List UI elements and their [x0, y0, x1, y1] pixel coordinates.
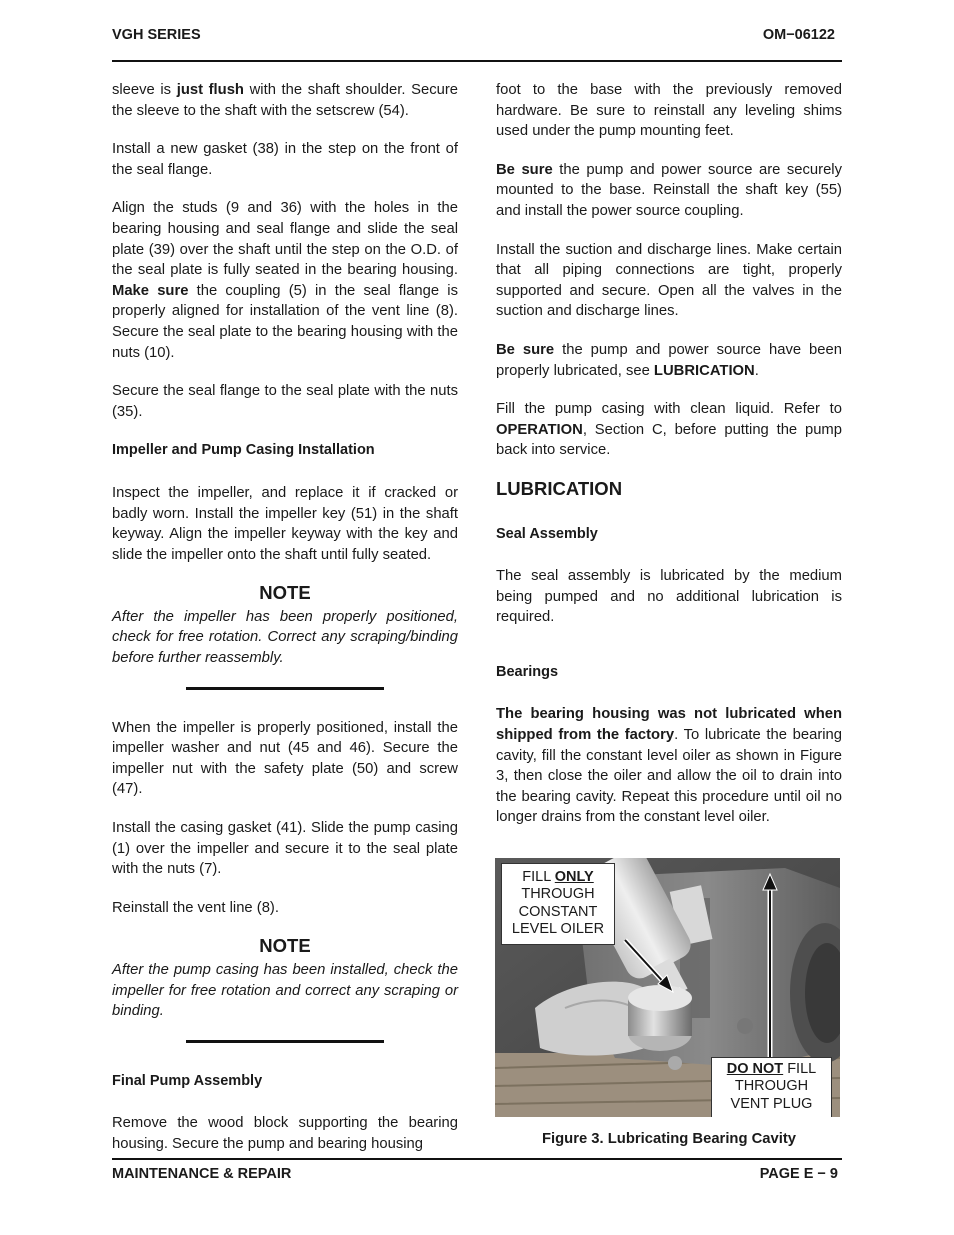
callout-vent-plug: DO NOT FILL THROUGH VENT PLUG	[711, 1057, 832, 1117]
paragraph-seal-lubrication: The seal assembly is lubricated by the medium being pumped and no additional lubrication is required.	[496, 568, 842, 626]
footer-rule	[112, 1158, 842, 1160]
left-column	[112, 80, 458, 1173]
running-footer-page-number: PAGE E − 9	[759, 1166, 838, 1182]
callout-fill-oiler: FILL ONLY THROUGH CONSTANT LEVEL OILER	[501, 863, 615, 945]
paragraph-lubricated: Be sure the pump and power source have been properly lubricated, see LUBRICATION.	[496, 341, 842, 379]
figure-caption: Figure 3. Lubricating Bearing Cavity	[541, 1131, 797, 1147]
paragraph-fill-casing: Fill the pump casing with clean liquid. Refer to OPERATION, Section C, before putting the pump back into service.	[496, 401, 842, 459]
paragraph-seal-flange: Secure the seal flange to the seal plate with the nuts (35).	[112, 383, 458, 420]
right-column	[496, 80, 842, 846]
paragraph-inspect-impeller: Inspect the impeller, and replace it if cracked or badly worn. Install the impeller key (51) in the shaft keyway. Align the impeller keyway with the key and slide the impeller onto the shaft until fully seated.	[112, 484, 458, 563]
paragraph-casing-gasket: Install the casing gasket (41). Slide the pump casing (1) over the impeller and secure it to the seal plate with the nuts (7).	[112, 820, 458, 878]
subheading-impeller-installation: Impeller and Pump Casing Installation	[112, 442, 375, 459]
subheading-seal-assembly: Seal Assembly	[496, 525, 598, 542]
section-heading-lubrication: LUBRICATION	[496, 477, 623, 499]
note-title: NOTE	[259, 582, 311, 604]
running-header-series: VGH SERIES	[112, 27, 201, 43]
paragraph-foot-to-base: foot to the base with the previously removed hardware. Be sure to reinstall any leveling shims used under the pump mounting feet.	[496, 82, 842, 140]
figure-photo-lubricating-bearing	[495, 858, 840, 1117]
subheading-final-assembly: Final Pump Assembly	[112, 1072, 263, 1089]
paragraph-sleeve: sleeve is just flush with the shaft shoulder. Secure the sleeve to the shaft with the setscrew (54).	[112, 82, 458, 119]
paragraph-suction-discharge: Install the suction and discharge lines. Make certain that all piping connections are tight, properly supported and secure. Open all the valves in the suction and discharge lines.	[496, 241, 842, 320]
note-title: NOTE	[259, 935, 311, 957]
paragraph-gasket: Install a new gasket (38) in the step on the front of the seal flange.	[112, 141, 458, 178]
paragraph-mounted: Be sure the pump and power source are securely mounted to the base. Reinstall the shaft key (55) and install the power source coupling.	[496, 161, 842, 219]
note-body-casing: After the pump casing has been installed, check the impeller for free rotation and correct any scraping or binding.	[112, 962, 458, 1020]
running-footer-section: MAINTENANCE & REPAIR	[112, 1166, 292, 1182]
header-rule	[112, 60, 842, 62]
paragraph-bearing-housing: The bearing housing was not lubricated when shipped from the factory. To lubricate the bearing cavity, fill the constant level oiler as shown in Figure 3, then close the oiler and allow the oil to drain into the bearing cavity. Repeat this procedure until oil no longer drains from the constant level oiler.	[496, 706, 842, 826]
note-divider	[186, 1040, 384, 1043]
note-body-impeller: After the impeller has been properly positioned, check for free rotation. Correct any scraping/binding before further reassembly.	[112, 608, 458, 667]
subheading-bearings: Bearings	[496, 663, 559, 680]
note-divider	[186, 687, 384, 690]
running-header-doc-number: OM−06122	[762, 27, 835, 43]
paragraph-vent-line: Reinstall the vent line (8).	[112, 899, 279, 916]
paragraph-remove-wood-block: Remove the wood block supporting the bearing housing. Secure the pump and bearing housing	[112, 1115, 458, 1152]
paragraph-align-studs: Align the studs (9 and 36) with the holes in the bearing housing and seal flange and slide the seal plate (39) over the shaft until the step on the O.D. of the seal plate is fully seated in the bearing housing. Make sure the coupling (5) in the seal flange is properly aligned for installation of the vent line (8). Secure the seal plate to the bearing housing with the nuts (10).	[112, 200, 458, 361]
paragraph-impeller-washer: When the impeller is properly positioned, install the impeller washer and nut (45 and 46). Secure the impeller nut with the safety plate (50) and screw (47).	[112, 719, 458, 798]
